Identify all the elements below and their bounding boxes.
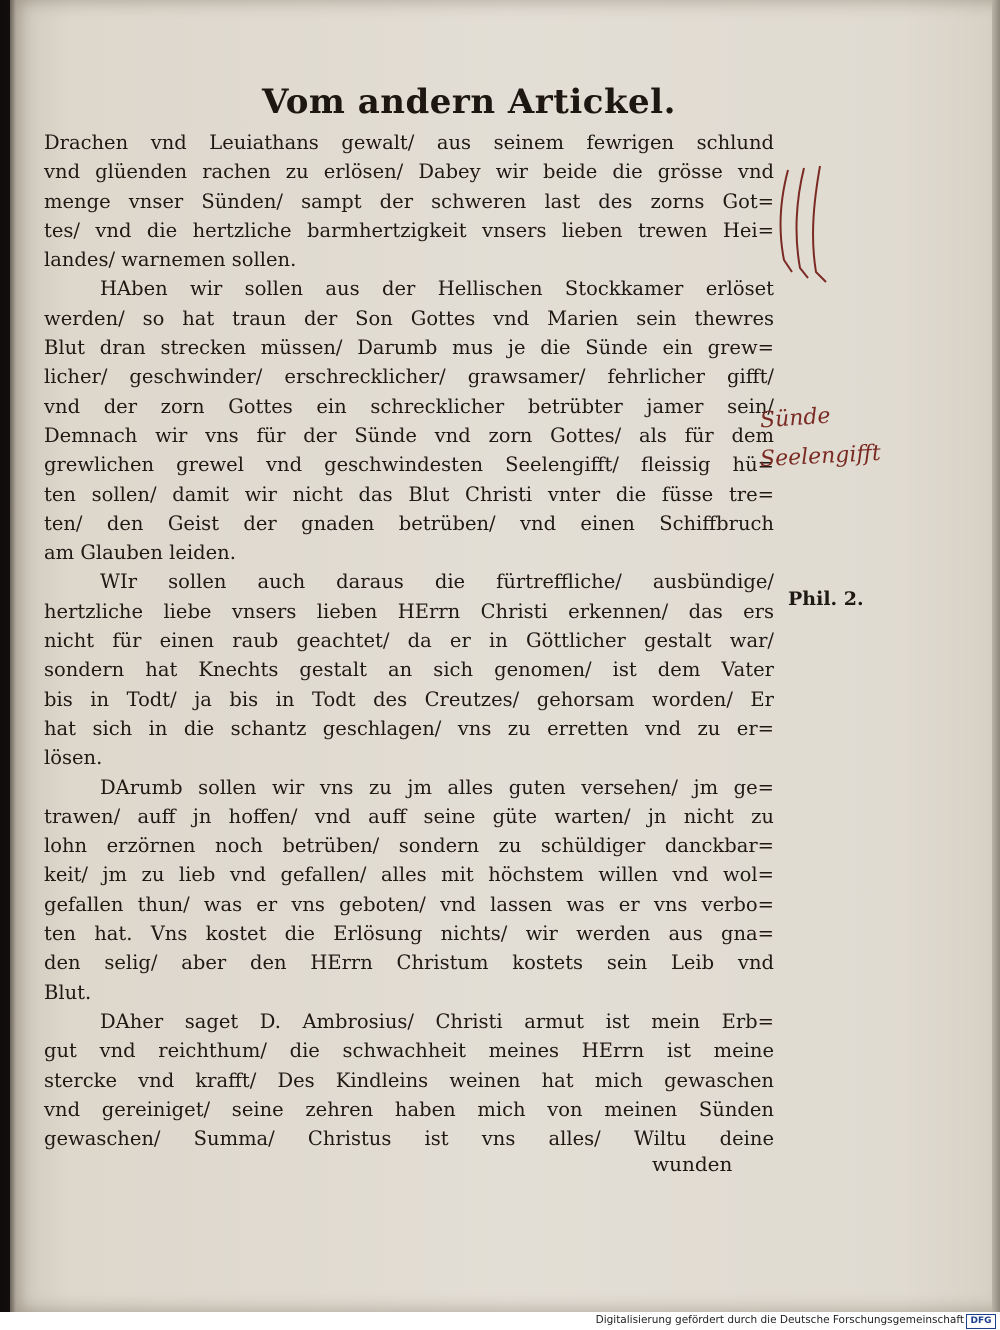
text-line: gefallen thun/ was er vns geboten/ vnd lassen was er vns verbo= [44,892,774,916]
text-line: ten/ den Geist der gnaden betrüben/ vnd einen Schiffbruch [44,511,774,535]
text-line: bis in Todt/ ja bis in Todt des Creutzes/ gehorsam worden/ Er [44,687,774,711]
gutter-shadow [0,0,16,1312]
text-line: landes/ warnemen sollen. [44,248,297,272]
manuscript-note-1: Sünde [759,403,832,434]
text-line: licher/ geschwinder/ erschrecklicher/ grawsamer/ fehrlicher gifft/ [44,365,774,389]
text-line: Blut. [44,980,92,1004]
text-line: den selig/ aber den HErrn Christum kostets sein Leib vnd [44,951,774,975]
page-edge [992,0,1000,1312]
dfg-logo-icon: DFG [966,1314,996,1329]
text-line: DAher saget D. Ambrosius/ Christi armut ist mein Erb= [100,1009,774,1033]
text-line: Blut dran strecken müssen/ Darumb mus je die Sünde ein grew= [44,336,774,360]
text-line: HAben wir sollen aus der Hellischen Stockkamer erlöset [100,277,774,301]
text-line: hat sich in die schantz geschlagen/ vns zu erretten vnd zu er= [44,716,774,740]
manuscript-marginal-strokes-icon [770,160,840,290]
text-line: trawen/ auff jn hoffen/ vnd auff seine güte warten/ jn nicht zu [44,804,774,828]
running-head: Vom andern Artickel. [262,82,676,122]
catchword: wunden [652,1152,733,1176]
text-line: sondern hat Knechts gestalt an sich genomen/ ist dem Vater [44,658,774,682]
text-line: lohn erzörnen noch betrüben/ sondern zu schüldiger danckbar= [44,834,774,858]
manuscript-note-2: Seelengifft [759,440,882,473]
text-line: nicht für einen raub geachtet/ da er in Göttlicher gestalt war/ [44,629,774,653]
body-text [44,128,774,1153]
text-line: lösen. [44,746,103,770]
printed-margin-note: Phil. 2. [788,588,864,610]
text-line: grewlichen grewel vnd geschwindesten Seelengifft/ fleissig hü= [44,453,774,477]
text-line: stercke vnd krafft/ Des Kindleins weinen hat mich gewaschen [44,1068,774,1092]
text-line: gut vnd reichthum/ die schwachheit meines HErrn ist meine [44,1039,774,1063]
text-line: gewaschen/ Summa/ Christus ist vns alles/ Wiltu deine [44,1127,774,1151]
text-line: vnd gereiniget/ seine zehren haben mich von meinen Sünden [44,1097,774,1121]
footer-credit: Digitalisierung gefördert durch die Deutsche Forschungsgemeinschaft [595,1314,964,1326]
text-line: tes/ vnd die hertzliche barmhertzigkeit vnsers lieben trewen Hei= [44,218,774,242]
footer-bar [0,1312,1000,1330]
text-line: menge vnser Sünden/ sampt der schweren last des zorns Got= [44,189,774,213]
text-line: keit/ jm zu lieb vnd gefallen/ alles mit höchstem willen vnd wol= [44,863,774,887]
text-line: ten sollen/ damit wir nicht das Blut Christi vnter die füsse tre= [44,482,774,506]
text-line: Drachen vnd Leuiathans gewalt/ aus seinem fewrigen schlund [44,131,774,154]
text-line: vnd der zorn Gottes ein schrecklicher betrübter jamer sein/ [44,394,774,418]
text-line: werden/ so hat traun der Son Gottes vnd Marien sein thewres [44,306,774,330]
text-line: DArumb sollen wir vns zu jm alles guten versehen/ jm ge= [100,775,774,799]
text-line: WIr sollen auch daraus die fürtreffliche/ ausbündige/ [100,570,774,594]
text-line: ten hat. Vns kostet die Erlösung nichts/ wir werden aus gna= [44,922,774,946]
text-line: Demnach wir vns für der Sünde vnd zorn Gottes/ als für dem [44,423,774,447]
text-line: am Glauben leiden. [44,541,236,565]
text-line: hertzliche liebe vnsers lieben HErrn Christi erkennen/ das ers [44,599,774,623]
text-line: vnd glüenden rachen zu erlösen/ Dabey wir beide die grösse vnd [44,160,774,184]
